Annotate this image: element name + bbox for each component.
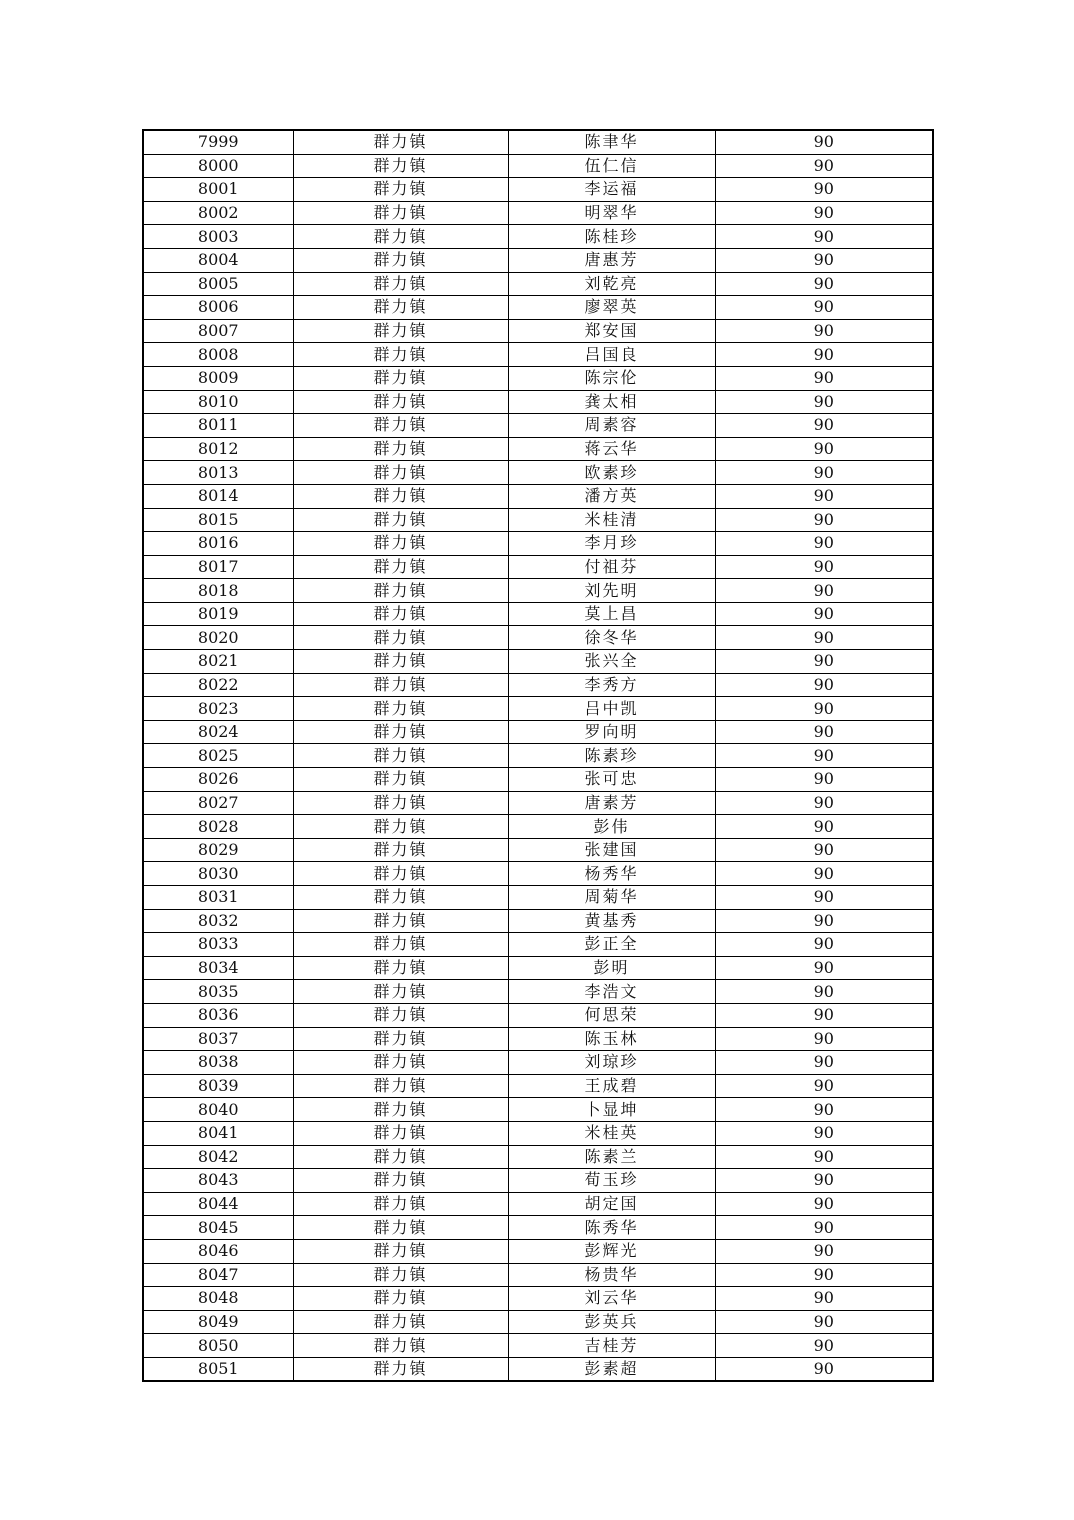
town-cell: 群力镇: [293, 838, 508, 862]
amount-cell: 90: [715, 1192, 933, 1216]
town-cell: 群力镇: [293, 343, 508, 367]
table-row: [143, 1121, 933, 1145]
person-name-cell: 李秀方: [508, 673, 715, 697]
town-cell: 群力镇: [293, 248, 508, 272]
town-cell: 群力镇: [293, 484, 508, 508]
table-row: [143, 673, 933, 697]
amount-cell: 90: [715, 272, 933, 296]
town-cell: 群力镇: [293, 1145, 508, 1169]
table-row: [143, 366, 933, 390]
town-cell: 群力镇: [293, 1216, 508, 1240]
serial-number-cell: 8039: [143, 1074, 293, 1098]
serial-number-cell: 8009: [143, 366, 293, 390]
amount-cell: 90: [715, 1145, 933, 1169]
amount-cell: 90: [715, 555, 933, 579]
table-row: [143, 815, 933, 839]
amount-cell: 90: [715, 1098, 933, 1122]
town-cell: 群力镇: [293, 1051, 508, 1075]
serial-number-cell: 8016: [143, 532, 293, 556]
amount-cell: 90: [715, 697, 933, 721]
town-cell: 群力镇: [293, 1239, 508, 1263]
serial-number-cell: 8038: [143, 1051, 293, 1075]
amount-cell: 90: [715, 1216, 933, 1240]
amount-cell: 90: [715, 1027, 933, 1051]
town-cell: 群力镇: [293, 1098, 508, 1122]
town-cell: 群力镇: [293, 1334, 508, 1358]
amount-cell: 90: [715, 720, 933, 744]
table-body: [143, 130, 933, 1381]
town-cell: 群力镇: [293, 390, 508, 414]
person-name-cell: 罗向明: [508, 720, 715, 744]
table-row: [143, 909, 933, 933]
amount-cell: 90: [715, 1074, 933, 1098]
person-name-cell: 何思荣: [508, 1003, 715, 1027]
town-cell: 群力镇: [293, 1027, 508, 1051]
table-row: [143, 1192, 933, 1216]
table-row: [143, 225, 933, 249]
person-name-cell: 李运福: [508, 178, 715, 202]
amount-cell: 90: [715, 532, 933, 556]
table-row: [143, 1027, 933, 1051]
town-cell: 群力镇: [293, 414, 508, 438]
table-row: [143, 272, 933, 296]
serial-number-cell: 8022: [143, 673, 293, 697]
amount-cell: 90: [715, 815, 933, 839]
serial-number-cell: 8024: [143, 720, 293, 744]
town-cell: 群力镇: [293, 366, 508, 390]
person-name-cell: 付祖芬: [508, 555, 715, 579]
serial-number-cell: 8040: [143, 1098, 293, 1122]
amount-cell: 90: [715, 248, 933, 272]
amount-cell: 90: [715, 1334, 933, 1358]
town-cell: 群力镇: [293, 791, 508, 815]
table-row: [143, 626, 933, 650]
amount-cell: 90: [715, 626, 933, 650]
town-cell: 群力镇: [293, 130, 508, 154]
amount-cell: 90: [715, 201, 933, 225]
amount-cell: 90: [715, 1357, 933, 1381]
table-row: [143, 1310, 933, 1334]
person-name-cell: 周素容: [508, 414, 715, 438]
town-cell: 群力镇: [293, 768, 508, 792]
table-row: [143, 697, 933, 721]
person-name-cell: 胡定国: [508, 1192, 715, 1216]
serial-number-cell: 8023: [143, 697, 293, 721]
table-row: [143, 1287, 933, 1311]
serial-number-cell: 8025: [143, 744, 293, 768]
amount-cell: 90: [715, 956, 933, 980]
serial-number-cell: 8021: [143, 650, 293, 674]
amount-cell: 90: [715, 484, 933, 508]
table-row: [143, 390, 933, 414]
town-cell: 群力镇: [293, 461, 508, 485]
amount-cell: 90: [715, 933, 933, 957]
amount-cell: 90: [715, 909, 933, 933]
person-name-cell: 吉桂芳: [508, 1334, 715, 1358]
amount-cell: 90: [715, 886, 933, 910]
table-row: [143, 508, 933, 532]
table-row: [143, 791, 933, 815]
table-row: [143, 1216, 933, 1240]
amount-cell: 90: [715, 579, 933, 603]
town-cell: 群力镇: [293, 1121, 508, 1145]
table-row: [143, 720, 933, 744]
table-row: [143, 555, 933, 579]
person-name-cell: 刘云华: [508, 1287, 715, 1311]
serial-number-cell: 8033: [143, 933, 293, 957]
serial-number-cell: 8026: [143, 768, 293, 792]
person-name-cell: 唐素芳: [508, 791, 715, 815]
town-cell: 群力镇: [293, 626, 508, 650]
town-cell: 群力镇: [293, 1287, 508, 1311]
table-row: [143, 862, 933, 886]
town-cell: 群力镇: [293, 673, 508, 697]
town-cell: 群力镇: [293, 720, 508, 744]
person-name-cell: 彭英兵: [508, 1310, 715, 1334]
serial-number-cell: 8019: [143, 602, 293, 626]
amount-cell: 90: [715, 673, 933, 697]
serial-number-cell: 8003: [143, 225, 293, 249]
person-name-cell: 黄基秀: [508, 909, 715, 933]
town-cell: 群力镇: [293, 650, 508, 674]
person-name-cell: 陈聿华: [508, 130, 715, 154]
amount-cell: 90: [715, 461, 933, 485]
serial-number-cell: 8047: [143, 1263, 293, 1287]
table-row: [143, 956, 933, 980]
serial-number-cell: 8051: [143, 1357, 293, 1381]
table-row: [143, 579, 933, 603]
town-cell: 群力镇: [293, 980, 508, 1004]
serial-number-cell: 8000: [143, 154, 293, 178]
table-row: [143, 201, 933, 225]
table-row: [143, 744, 933, 768]
town-cell: 群力镇: [293, 886, 508, 910]
amount-cell: 90: [715, 178, 933, 202]
amount-cell: 90: [715, 1121, 933, 1145]
amount-cell: 90: [715, 768, 933, 792]
table-row: [143, 886, 933, 910]
town-cell: 群力镇: [293, 697, 508, 721]
table-row: [143, 1357, 933, 1381]
town-cell: 群力镇: [293, 296, 508, 320]
amount-cell: 90: [715, 437, 933, 461]
serial-number-cell: 8006: [143, 296, 293, 320]
serial-number-cell: 8034: [143, 956, 293, 980]
amount-cell: 90: [715, 1287, 933, 1311]
person-name-cell: 彭辉光: [508, 1239, 715, 1263]
table-row: [143, 248, 933, 272]
serial-number-cell: 8050: [143, 1334, 293, 1358]
serial-number-cell: 8027: [143, 791, 293, 815]
serial-number-cell: 8041: [143, 1121, 293, 1145]
person-name-cell: 米桂英: [508, 1121, 715, 1145]
town-cell: 群力镇: [293, 1263, 508, 1287]
table-row: [143, 461, 933, 485]
table-row: [143, 1003, 933, 1027]
serial-number-cell: 8031: [143, 886, 293, 910]
serial-number-cell: 8042: [143, 1145, 293, 1169]
serial-number-cell: 8030: [143, 862, 293, 886]
table-row: [143, 602, 933, 626]
person-name-cell: 伍仁信: [508, 154, 715, 178]
town-cell: 群力镇: [293, 1357, 508, 1381]
amount-cell: 90: [715, 650, 933, 674]
town-cell: 群力镇: [293, 319, 508, 343]
table-row: [143, 484, 933, 508]
table-row: [143, 130, 933, 154]
person-name-cell: 杨秀华: [508, 862, 715, 886]
table-row: [143, 154, 933, 178]
town-cell: 群力镇: [293, 956, 508, 980]
table-row: [143, 1051, 933, 1075]
amount-cell: 90: [715, 744, 933, 768]
person-name-cell: 米桂清: [508, 508, 715, 532]
serial-number-cell: 8017: [143, 555, 293, 579]
person-name-cell: 陈素兰: [508, 1145, 715, 1169]
table-row: [143, 933, 933, 957]
serial-number-cell: 8013: [143, 461, 293, 485]
table-row: [143, 437, 933, 461]
person-name-cell: 唐惠芳: [508, 248, 715, 272]
person-name-cell: 陈宗伦: [508, 366, 715, 390]
person-name-cell: 张可忠: [508, 768, 715, 792]
person-name-cell: 王成碧: [508, 1074, 715, 1098]
amount-cell: 90: [715, 296, 933, 320]
town-cell: 群力镇: [293, 862, 508, 886]
amount-cell: 90: [715, 1310, 933, 1334]
amount-cell: 90: [715, 225, 933, 249]
serial-number-cell: 8048: [143, 1287, 293, 1311]
person-name-cell: 陈桂珍: [508, 225, 715, 249]
table-row: [143, 1074, 933, 1098]
person-name-cell: 彭素超: [508, 1357, 715, 1381]
serial-number-cell: 8032: [143, 909, 293, 933]
person-name-cell: 彭伟: [508, 815, 715, 839]
serial-number-cell: 8018: [143, 579, 293, 603]
person-name-cell: 明翠华: [508, 201, 715, 225]
serial-number-cell: 8011: [143, 414, 293, 438]
amount-cell: 90: [715, 602, 933, 626]
person-name-cell: 郑安国: [508, 319, 715, 343]
amount-cell: 90: [715, 343, 933, 367]
table-row: [143, 768, 933, 792]
person-name-cell: 陈玉林: [508, 1027, 715, 1051]
table-row: [143, 532, 933, 556]
table-row: [143, 980, 933, 1004]
table-row: [143, 1169, 933, 1193]
serial-number-cell: 8005: [143, 272, 293, 296]
serial-number-cell: 8043: [143, 1169, 293, 1193]
table-row: [143, 296, 933, 320]
town-cell: 群力镇: [293, 1192, 508, 1216]
amount-cell: 90: [715, 838, 933, 862]
town-cell: 群力镇: [293, 933, 508, 957]
person-name-cell: 廖翠英: [508, 296, 715, 320]
table-row: [143, 1263, 933, 1287]
person-name-cell: 卜显坤: [508, 1098, 715, 1122]
amount-cell: 90: [715, 508, 933, 532]
amount-cell: 90: [715, 791, 933, 815]
table-row: [143, 1098, 933, 1122]
town-cell: 群力镇: [293, 178, 508, 202]
person-name-cell: 李月珍: [508, 532, 715, 556]
town-cell: 群力镇: [293, 909, 508, 933]
town-cell: 群力镇: [293, 579, 508, 603]
amount-cell: 90: [715, 366, 933, 390]
town-cell: 群力镇: [293, 602, 508, 626]
serial-number-cell: 8049: [143, 1310, 293, 1334]
serial-number-cell: 8002: [143, 201, 293, 225]
town-cell: 群力镇: [293, 1169, 508, 1193]
person-name-cell: 吕中凯: [508, 697, 715, 721]
serial-number-cell: 8044: [143, 1192, 293, 1216]
town-cell: 群力镇: [293, 154, 508, 178]
serial-number-cell: 8046: [143, 1239, 293, 1263]
amount-cell: 90: [715, 1051, 933, 1075]
person-name-cell: 刘乾亮: [508, 272, 715, 296]
amount-cell: 90: [715, 1263, 933, 1287]
town-cell: 群力镇: [293, 272, 508, 296]
town-cell: 群力镇: [293, 225, 508, 249]
person-name-cell: 龚太相: [508, 390, 715, 414]
serial-number-cell: 8001: [143, 178, 293, 202]
person-name-cell: 李浩文: [508, 980, 715, 1004]
table-row: [143, 414, 933, 438]
amount-cell: 90: [715, 862, 933, 886]
town-cell: 群力镇: [293, 815, 508, 839]
town-cell: 群力镇: [293, 1310, 508, 1334]
town-cell: 群力镇: [293, 437, 508, 461]
table-row: [143, 319, 933, 343]
town-cell: 群力镇: [293, 1074, 508, 1098]
serial-number-cell: 8004: [143, 248, 293, 272]
town-cell: 群力镇: [293, 532, 508, 556]
person-name-cell: 彭正全: [508, 933, 715, 957]
amount-cell: 90: [715, 1003, 933, 1027]
amount-cell: 90: [715, 130, 933, 154]
person-name-cell: 陈秀华: [508, 1216, 715, 1240]
person-name-cell: 蒋云华: [508, 437, 715, 461]
amount-cell: 90: [715, 1239, 933, 1263]
table-row: [143, 178, 933, 202]
serial-number-cell: 8008: [143, 343, 293, 367]
serial-number-cell: 8020: [143, 626, 293, 650]
person-name-cell: 欧素珍: [508, 461, 715, 485]
subsidy-list-table: [142, 129, 934, 1382]
amount-cell: 90: [715, 414, 933, 438]
table-row: [143, 343, 933, 367]
town-cell: 群力镇: [293, 555, 508, 579]
table-row: [143, 1145, 933, 1169]
serial-number-cell: 7999: [143, 130, 293, 154]
serial-number-cell: 8007: [143, 319, 293, 343]
person-name-cell: 彭明: [508, 956, 715, 980]
person-name-cell: 吕国良: [508, 343, 715, 367]
person-name-cell: 陈素珍: [508, 744, 715, 768]
amount-cell: 90: [715, 980, 933, 1004]
person-name-cell: 刘琼珍: [508, 1051, 715, 1075]
serial-number-cell: 8045: [143, 1216, 293, 1240]
serial-number-cell: 8029: [143, 838, 293, 862]
amount-cell: 90: [715, 154, 933, 178]
person-name-cell: 莫上昌: [508, 602, 715, 626]
town-cell: 群力镇: [293, 201, 508, 225]
amount-cell: 90: [715, 390, 933, 414]
table-row: [143, 1239, 933, 1263]
serial-number-cell: 8028: [143, 815, 293, 839]
serial-number-cell: 8014: [143, 484, 293, 508]
person-name-cell: 荀玉珍: [508, 1169, 715, 1193]
person-name-cell: 刘先明: [508, 579, 715, 603]
table-row: [143, 1334, 933, 1358]
serial-number-cell: 8035: [143, 980, 293, 1004]
serial-number-cell: 8036: [143, 1003, 293, 1027]
serial-number-cell: 8037: [143, 1027, 293, 1051]
amount-cell: 90: [715, 1169, 933, 1193]
person-name-cell: 潘方英: [508, 484, 715, 508]
town-cell: 群力镇: [293, 1003, 508, 1027]
table-row: [143, 838, 933, 862]
person-name-cell: 杨贵华: [508, 1263, 715, 1287]
person-name-cell: 张建国: [508, 838, 715, 862]
town-cell: 群力镇: [293, 508, 508, 532]
person-name-cell: 张兴全: [508, 650, 715, 674]
town-cell: 群力镇: [293, 744, 508, 768]
person-name-cell: 徐冬华: [508, 626, 715, 650]
amount-cell: 90: [715, 319, 933, 343]
serial-number-cell: 8012: [143, 437, 293, 461]
person-name-cell: 周菊华: [508, 886, 715, 910]
serial-number-cell: 8015: [143, 508, 293, 532]
table-row: [143, 650, 933, 674]
serial-number-cell: 8010: [143, 390, 293, 414]
